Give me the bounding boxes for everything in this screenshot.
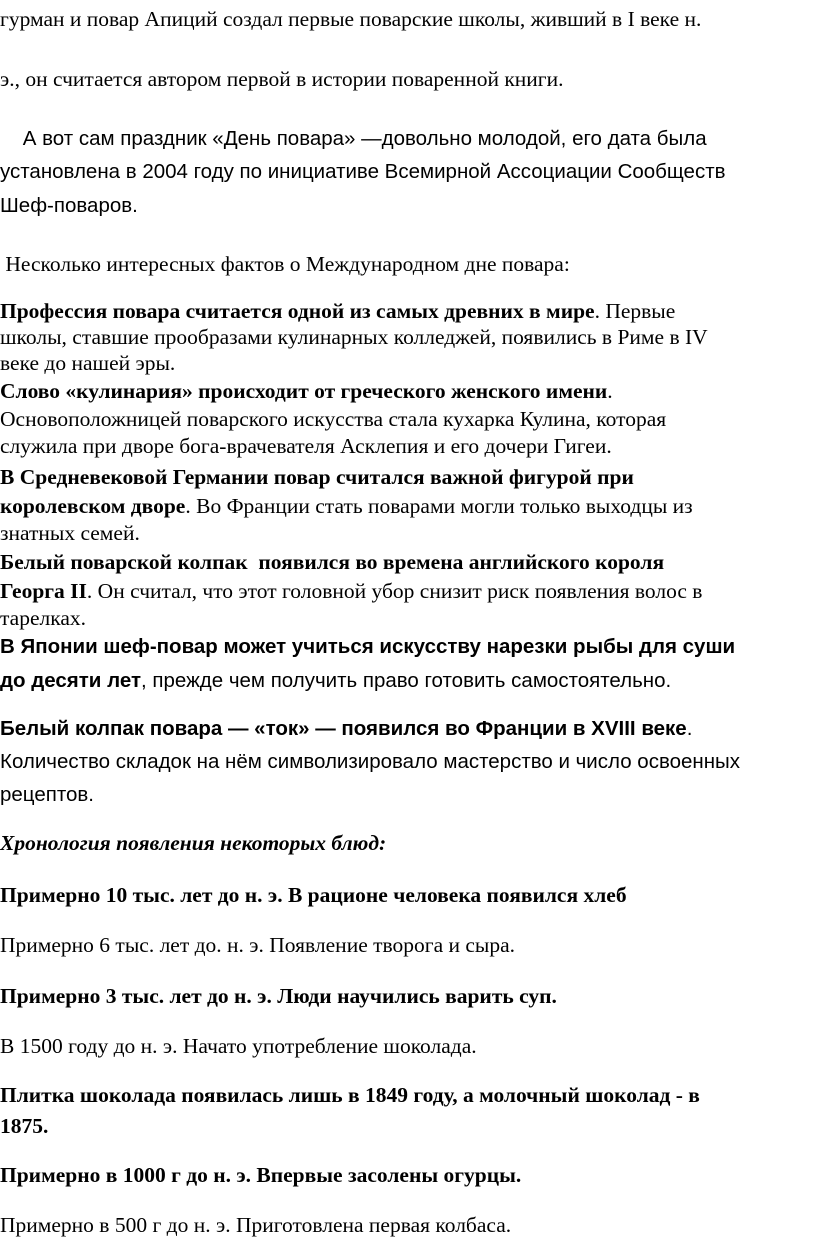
fact-2-line1 (0, 378, 613, 404)
intro-p1-line1: гурман и повар Апиций создал первые поварские школы, живший в I веке н. (0, 7, 702, 31)
intro-p2-line1: А вот сам праздник «День повара» —довольно молодой, его дата была (0, 127, 707, 150)
fact-5-rest: , прежде чем получить право готовить самостоятельно. (141, 669, 672, 692)
fact-6-rest: . (686, 717, 693, 740)
fact-2-line3: служила при дворе бога-врачевателя Асклепия и его дочери Гигеи. (0, 434, 612, 458)
fact-5-line2 (0, 668, 671, 694)
fact-4-line3: тарелках. (0, 606, 87, 630)
fact-6-line1 (0, 716, 692, 742)
timeline-item-4: В 1500 году до н. э. Начато употребление шоколада. (0, 1034, 477, 1058)
fact-2-rest: . (607, 379, 613, 403)
timeline-item-5-line1: Плитка шоколада появилась лишь в 1849 году, а молочный шоколад - в (0, 1083, 700, 1107)
facts-heading: Несколько интересных фактов о Международном дне повара: (0, 252, 570, 276)
fact-4-line2 (0, 578, 702, 604)
fact-3-bold: королевском дворе (0, 494, 186, 518)
fact-5-bold: до десяти лет (0, 669, 141, 692)
fact-2-line2: Основоположницей поварского искусства стала кухарка Кулина, которая (0, 407, 667, 431)
intro-p2-line3: Шеф-поваров. (0, 194, 138, 217)
intro-p1-line2: э., он считается автором первой в истории поваренной книги. (0, 67, 564, 91)
intro-p2-line2: установлена в 2004 году по инициативе Всемирной Ассоциации Сообществ (0, 160, 726, 183)
fact-4-rest: . Он считал, что этот головной убор снизит риск появления волос в (86, 579, 703, 603)
fact-6-bold: Белый колпак повара — «ток» — появился во Франции в XVIII веке (0, 717, 687, 740)
timeline-item-5-line2: 1875. (0, 1114, 49, 1138)
timeline-heading: Хронология появления некоторых блюд: (0, 831, 387, 855)
fact-1-line3: веке до нашей эры. (0, 351, 176, 375)
fact-1-line2: школы, ставшие прообразами кулинарных колледжей, появились в Риме в IV (0, 325, 708, 349)
fact-2-bold: Слово «кулинария» происходит от греческого женского имени (0, 379, 608, 403)
fact-6-line3: рецептов. (0, 783, 94, 806)
fact-3-line3: знатных семей. (0, 521, 140, 545)
fact-5-line1: В Японии шеф-повар может учиться искусству нарезки рыбы для суши (0, 635, 736, 658)
timeline-item-7: Примерно в 500 г до н. э. Приготовлена первая колбаса. (0, 1213, 512, 1237)
timeline-item-3: Примерно 3 тыс. лет до н. э. Люди научились варить суп. (0, 984, 557, 1008)
fact-3-line2 (0, 493, 693, 519)
fact-3-line1: В Средневековой Германии повар считался важной фигурой при (0, 465, 634, 489)
timeline-item-1: Примерно 10 тыс. лет до н. э. В рационе человека появился хлеб (0, 883, 627, 907)
fact-6-line2: Количество складок на нём символизировало мастерство и число освоенных (0, 750, 741, 773)
timeline-item-6: Примерно в 1000 г до н. э. Впервые засолены огурцы. (0, 1163, 522, 1187)
fact-3-rest: . Во Франции стать поварами могли только выходцы из (185, 494, 693, 518)
timeline-item-2: Примерно 6 тыс. лет до. н. э. Появление творога и сыра. (0, 933, 516, 957)
fact-1-bold: Профессия повара считается одной из самых древних в мире (0, 299, 595, 323)
fact-4-line1: Белый поварской колпак появился во времена английского короля (0, 550, 665, 574)
fact-4-bold: Георга II (0, 579, 87, 603)
fact-1-line1 (0, 298, 675, 324)
fact-1-rest: . Первые (594, 299, 676, 323)
